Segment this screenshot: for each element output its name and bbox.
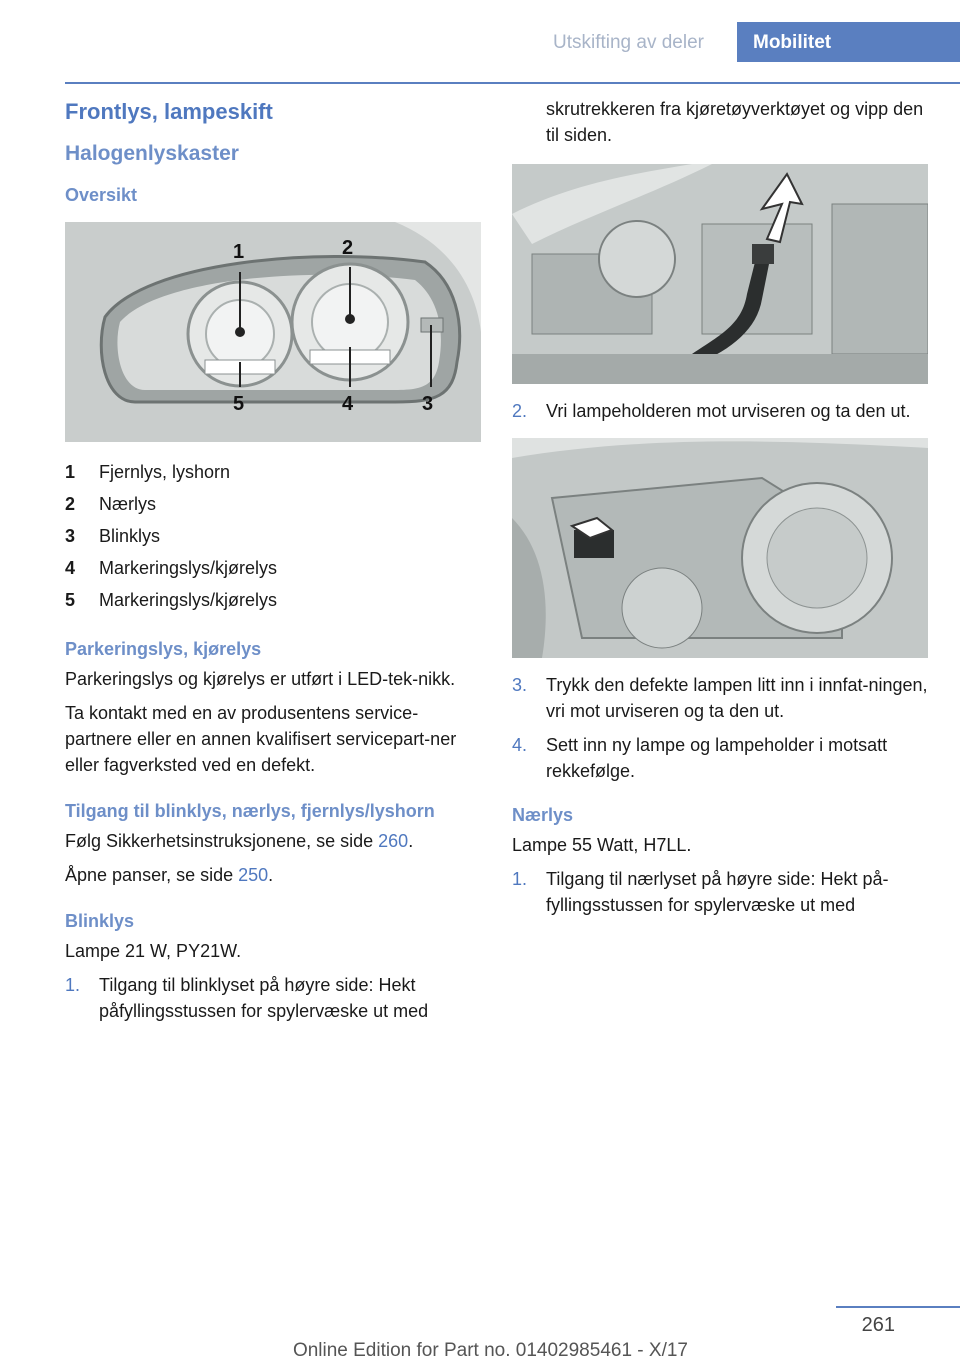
section-heading: Halogenlyskaster <box>65 142 239 165</box>
legend-text: Nærlys <box>99 494 156 514</box>
page-title: Frontlys, lampeskift <box>65 99 273 124</box>
legend-text: Markeringslys/kjørelys <box>99 558 278 578</box>
steps-list <box>512 672 928 784</box>
legend-number: 2 <box>65 494 76 514</box>
header-chapter-tab[interactable]: Mobilitet <box>737 22 960 62</box>
legend-item <box>65 584 481 616</box>
callout-1: 1 <box>233 241 245 263</box>
legend-list <box>65 456 481 616</box>
step-text: Tilgang til nærlyset på høyre side: Hekt på‐fyllingsstussen for spylervæske ut med <box>546 869 889 915</box>
step-number: 1. <box>512 869 528 889</box>
callout-2: 2 <box>342 237 354 259</box>
page-number: 261 <box>861 1314 895 1336</box>
legend-item <box>65 488 481 520</box>
parking-paragraph-1: Parkeringslys og kjørelys er utført i LED-tek‐nikk. <box>65 669 456 689</box>
step-text: Tilgang til blinklyset på høyre side: Hekt påfyllingsstussen for spylervæske ut med <box>99 975 429 1021</box>
step-text: Vri lampeholderen mot urviseren og ta den ut. <box>546 401 911 421</box>
legend-text: Blinklys <box>99 526 161 546</box>
step-item <box>512 672 928 724</box>
continued-step-text: skrutrekkeren fra kjøretøyverktøyet og vipp den til siden. <box>546 99 924 145</box>
edition-note: Online Edition for Part no. 01402985461 - X/17 <box>292 1340 688 1361</box>
callout-3: 3 <box>422 393 434 415</box>
legend-item <box>65 520 481 552</box>
left-column <box>65 98 481 1032</box>
blinker-lamp-spec: Lampe 21 W, PY21W. <box>65 941 242 961</box>
header-section-title: Utskifting av deler <box>552 32 704 53</box>
page-link-250[interactable]: 250 <box>238 865 269 885</box>
low-beam-heading: Nærlys <box>512 805 574 825</box>
callout-5: 5 <box>233 393 245 415</box>
legend-text: Markeringslys/kjørelys <box>99 590 278 610</box>
step-item <box>512 398 928 424</box>
low-beam-lamp-spec: Lampe 55 Watt, H7LL. <box>512 835 692 855</box>
step-number: 4. <box>512 735 528 755</box>
headlight-illustration <box>65 222 481 442</box>
parking-paragraph-2: Ta kontakt med en av produsentens service‐partnere eller en annen kvalifisert servicepart‐ner eller fagverksted ved en defekt. <box>65 703 457 775</box>
step-item <box>512 866 928 918</box>
step-item <box>65 972 481 1024</box>
step-item <box>512 732 928 784</box>
overview-heading: Oversikt <box>65 185 138 205</box>
page-header <box>0 22 960 62</box>
legend-number: 3 <box>65 526 76 546</box>
header-rule <box>65 82 960 84</box>
engine-bay-drawing-2 <box>512 438 928 658</box>
engine-bay-drawing-1 <box>512 164 928 384</box>
legend-item <box>65 456 481 488</box>
access-paragraph-2: Åpne panser, se side 250. <box>65 865 274 885</box>
step-number: 3. <box>512 675 528 695</box>
legend-number: 1 <box>65 462 76 482</box>
blinker-heading: Blinklys <box>65 911 135 931</box>
access-text-2: Åpne panser, se side <box>65 865 239 885</box>
engine-bay-illustration-2 <box>512 438 928 658</box>
legend-number: 5 <box>65 590 76 610</box>
footer-rule <box>836 1306 960 1308</box>
right-column <box>512 96 928 926</box>
access-heading: Tilgang til blinklys, nærlys, fjernlys/lyshorn <box>65 801 435 821</box>
access-paragraph-1: Følg Sikkerhetsinstruksjonene, se side 260. <box>65 831 414 851</box>
callout-4: 4 <box>342 393 354 415</box>
step-number: 2. <box>512 401 528 421</box>
engine-bay-illustration-1 <box>512 164 928 384</box>
legend-item <box>65 552 481 584</box>
step-text: Sett inn ny lampe og lampeholder i motsatt rekkefølge. <box>546 735 888 781</box>
headlight-drawing <box>65 222 481 442</box>
legend-text: Fjernlys, lyshorn <box>99 462 231 482</box>
access-text-1: Følg Sikkerhetsinstruksjonene, se side <box>65 831 379 851</box>
step-number: 1. <box>65 975 81 995</box>
parking-heading: Parkeringslys, kjørelys <box>65 639 262 659</box>
step-text: Trykk den defekte lampen litt inn i innfat‐ningen, vri mot urviseren og ta den ut. <box>546 675 928 721</box>
page-link-260[interactable]: 260 <box>378 831 409 851</box>
legend-number: 4 <box>65 558 76 578</box>
